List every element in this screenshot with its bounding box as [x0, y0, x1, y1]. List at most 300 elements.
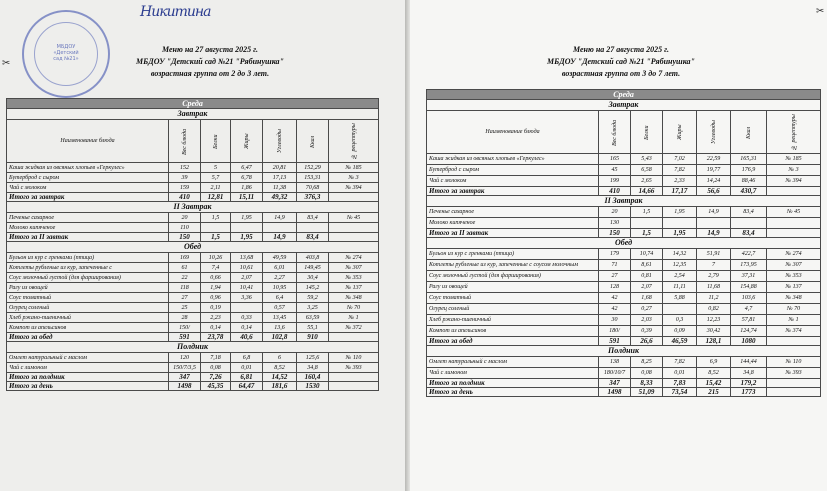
total-value: 8,33	[631, 379, 663, 388]
dish-value: 8,61	[631, 260, 663, 271]
dish-value: 5,88	[663, 293, 697, 304]
dish-name: Бульон из кур с гренками (птица)	[427, 249, 599, 260]
dish-value: 125,6	[297, 353, 329, 363]
dish-value: 0,08	[201, 363, 231, 373]
dish-value: № 3	[767, 165, 821, 176]
day-row	[427, 90, 821, 100]
dish-value: 10,74	[631, 249, 663, 260]
dish-name: Чай с лимоном	[427, 368, 599, 379]
dish-name: Соус молочный густой (для фарширования)	[7, 273, 169, 283]
total-value	[767, 229, 821, 238]
dish-value: 173,95	[731, 260, 767, 271]
dish-value: № 3	[329, 173, 379, 183]
meal-name: Обед	[427, 238, 821, 249]
dish-row	[7, 363, 379, 373]
dish-value: 138	[599, 357, 631, 368]
dish-row	[7, 263, 379, 273]
dish-value: 37,31	[731, 271, 767, 282]
dish-row	[7, 163, 379, 173]
dish-value: 1,68	[631, 293, 663, 304]
dish-value: 0,27	[631, 304, 663, 315]
dish-value: 154,88	[731, 282, 767, 293]
dish-row	[7, 353, 379, 363]
meal-name: Полдник	[427, 346, 821, 357]
dish-value: 403,8	[297, 253, 329, 263]
dish-row	[427, 207, 821, 218]
meal-total-row	[427, 187, 821, 196]
dish-value: № 45	[329, 213, 379, 223]
total-value: 430,7	[731, 187, 767, 196]
dish-value: 103,6	[731, 293, 767, 304]
right-header	[506, 44, 736, 80]
dish-value: 27	[169, 293, 201, 303]
dish-value: 59,2	[297, 293, 329, 303]
dish-value: 3,25	[297, 303, 329, 313]
column-header: Наименование блюда	[427, 111, 599, 154]
column-header: Белки	[201, 120, 231, 163]
dish-name: Печенье сахарное	[7, 213, 169, 223]
dish-value: 83,4	[297, 213, 329, 223]
dish-value: 0,96	[201, 293, 231, 303]
meal-header-row	[7, 109, 379, 120]
dish-value: № 348	[767, 293, 821, 304]
dish-value	[329, 223, 379, 233]
dish-value: 13,45	[263, 313, 297, 323]
dish-value: № 374	[767, 326, 821, 337]
dish-value: 2,07	[231, 273, 263, 283]
signature: Никитина	[140, 4, 211, 20]
total-value: 215	[697, 388, 731, 397]
dish-value: 1,5	[631, 207, 663, 218]
total-value: 150	[599, 229, 631, 238]
dish-name: Огурец соленый	[7, 303, 169, 313]
column-header: Белки	[631, 111, 663, 154]
column-header: Вес блюда	[599, 111, 631, 154]
dish-value: № 394	[767, 176, 821, 187]
left-age-group: возрастная группа от 2 до 3 лет.	[150, 69, 270, 78]
dish-value: 2,54	[663, 271, 697, 282]
dish-value: 71	[599, 260, 631, 271]
total-value	[329, 382, 379, 391]
scissors-icon: ✂	[816, 6, 825, 17]
dish-value: 5,43	[631, 154, 663, 165]
scissors-icon: ✂	[2, 58, 11, 69]
total-value: 7,83	[663, 379, 697, 388]
total-value: 410	[169, 193, 201, 202]
dish-value: 7	[697, 260, 731, 271]
dish-name: Компот из апельсинов	[7, 323, 169, 333]
dish-value: 8,25	[631, 357, 663, 368]
dish-value: 145,2	[297, 283, 329, 293]
total-value: 1498	[599, 388, 631, 397]
dish-value: 49,59	[263, 253, 297, 263]
total-value: 1498	[169, 382, 201, 391]
dish-value: 1,95	[231, 213, 263, 223]
dish-value: 2,27	[263, 273, 297, 283]
meal-name: Завтрак	[427, 100, 821, 111]
meal-name: II Завтрак	[7, 202, 379, 213]
total-value: 14,66	[631, 187, 663, 196]
column-header: № рецептуры	[329, 120, 379, 163]
total-value: 376,3	[297, 193, 329, 202]
dish-value: 0,08	[631, 368, 663, 379]
dish-value: № 353	[767, 271, 821, 282]
total-label: Итого за день	[427, 388, 599, 397]
dish-value: 118	[169, 283, 201, 293]
meal-header-row	[7, 242, 379, 253]
dish-value: 34,8	[731, 368, 767, 379]
total-value: 14,9	[697, 229, 731, 238]
dish-row	[7, 223, 379, 233]
total-value: 15,11	[231, 193, 263, 202]
column-header-row	[7, 120, 379, 163]
right-menu-table	[426, 89, 821, 397]
dish-value: 144,44	[731, 357, 767, 368]
dish-value: № 70	[767, 304, 821, 315]
dish-row	[427, 293, 821, 304]
dish-value: 0,33	[231, 313, 263, 323]
dish-name: Молоко кипяченое	[427, 218, 599, 229]
total-value: 181,6	[263, 382, 297, 391]
total-value: 14,9	[263, 233, 297, 242]
right-title: Меню на 27 августа 2025 г.	[573, 45, 669, 54]
dish-row	[7, 323, 379, 333]
dish-value: 180/	[599, 326, 631, 337]
dish-value	[697, 218, 731, 229]
dish-value: 28	[169, 313, 201, 323]
dish-value: 45	[599, 165, 631, 176]
dish-value: 19,77	[697, 165, 731, 176]
dish-value: 5	[201, 163, 231, 173]
dish-value: 12,35	[663, 260, 697, 271]
dish-value: № 348	[329, 293, 379, 303]
meal-name: Завтрак	[7, 109, 379, 120]
dish-row	[427, 260, 821, 271]
column-header: Вес блюда	[169, 120, 201, 163]
dish-value	[231, 223, 263, 233]
dish-row	[427, 282, 821, 293]
total-value	[329, 373, 379, 382]
dish-value: 12,23	[697, 315, 731, 326]
total-label: Итого за полдник	[7, 373, 169, 382]
dish-name: Молоко кипяченое	[7, 223, 169, 233]
dish-value: 11,38	[263, 183, 297, 193]
total-value	[767, 337, 821, 346]
left-title: Меню на 27 августа 2025 г.	[162, 45, 258, 54]
dish-value: 159	[169, 183, 201, 193]
total-value: 910	[297, 333, 329, 342]
dish-value: 6,47	[231, 163, 263, 173]
meal-header-row	[427, 100, 821, 111]
dish-row	[7, 273, 379, 283]
total-value: 17,17	[663, 187, 697, 196]
meal-total-row	[7, 233, 379, 242]
dish-value: 165,31	[731, 154, 767, 165]
dish-value: 153,31	[297, 173, 329, 183]
dish-value: № 185	[329, 163, 379, 173]
total-value: 1773	[731, 388, 767, 397]
dish-row	[7, 293, 379, 303]
dish-name: Огурец соленый	[427, 304, 599, 315]
dish-row	[427, 249, 821, 260]
dish-value: № 110	[329, 353, 379, 363]
dish-value	[201, 223, 231, 233]
dish-value: 6,58	[631, 165, 663, 176]
dish-value: 2,65	[631, 176, 663, 187]
dish-value: 55,1	[297, 323, 329, 333]
dish-value: 0,14	[231, 323, 263, 333]
dish-name: Хлеб ржано-пшеничный	[7, 313, 169, 323]
dish-name: Бутерброд с сыром	[427, 165, 599, 176]
dish-value: 1,86	[231, 183, 263, 193]
dish-row	[7, 173, 379, 183]
total-value	[329, 333, 379, 342]
dish-row	[427, 368, 821, 379]
dish-name: Компот из апельсинов	[427, 326, 599, 337]
dish-name: Котлеты рубленые из кур, запеченные с	[7, 263, 169, 273]
column-header: Углеводы	[697, 111, 731, 154]
dish-value: 34,8	[297, 363, 329, 373]
dish-value: 0,81	[631, 271, 663, 282]
dish-value: 14,9	[263, 213, 297, 223]
column-header: Углеводы	[263, 120, 297, 163]
dish-value: № 1	[767, 315, 821, 326]
dish-value: 10,61	[231, 263, 263, 273]
day-name: Среда	[7, 99, 379, 109]
dish-value: 30,42	[697, 326, 731, 337]
dish-value	[631, 218, 663, 229]
meal-total-row	[7, 373, 379, 382]
meal-total-row	[7, 193, 379, 202]
dish-value: 0,3	[663, 315, 697, 326]
dish-name: Бутерброд с сыром	[7, 173, 169, 183]
total-label: Итого за обед	[7, 333, 169, 342]
dish-value: 0,01	[663, 368, 697, 379]
total-label: Итого за день	[7, 382, 169, 391]
dish-value: 14,32	[663, 249, 697, 260]
dish-value: 42	[599, 293, 631, 304]
left-header	[110, 44, 310, 80]
total-value: 1530	[297, 382, 329, 391]
dish-value: 110	[169, 223, 201, 233]
meal-total-row	[427, 229, 821, 238]
dish-name: Чай с лимоном	[7, 363, 169, 373]
dish-value: 27	[599, 271, 631, 282]
dish-value: 4,7	[731, 304, 767, 315]
total-label: Итого за завтрак	[427, 187, 599, 196]
dish-value: 70,68	[297, 183, 329, 193]
dish-value: 124,74	[731, 326, 767, 337]
dish-value: 0,66	[201, 273, 231, 283]
dish-row	[427, 357, 821, 368]
dish-name: Омлет натуральный с маслом	[427, 357, 599, 368]
dish-row	[427, 326, 821, 337]
dish-row	[427, 154, 821, 165]
dish-value: 7,18	[201, 353, 231, 363]
dish-value: 120	[169, 353, 201, 363]
dish-value: № 307	[767, 260, 821, 271]
dish-value: 1,95	[663, 207, 697, 218]
dish-value: 2,03	[631, 315, 663, 326]
total-value	[329, 193, 379, 202]
column-header-row	[427, 111, 821, 154]
dish-value: 150/	[169, 323, 201, 333]
dish-value: 57,81	[731, 315, 767, 326]
left-menu-table	[6, 98, 379, 391]
dish-value: 8,52	[263, 363, 297, 373]
dish-value: 7,82	[663, 357, 697, 368]
dish-name: Печенье сахарное	[427, 207, 599, 218]
meal-header-row	[427, 346, 821, 357]
total-value: 150	[169, 233, 201, 242]
dish-value: 10,41	[231, 283, 263, 293]
dish-value: 0,01	[231, 363, 263, 373]
meal-total-row	[7, 333, 379, 342]
dish-row	[427, 304, 821, 315]
dish-value: 13,68	[231, 253, 263, 263]
dish-value: 2,07	[631, 282, 663, 293]
total-value: 73,54	[663, 388, 697, 397]
dish-value: 6,4	[263, 293, 297, 303]
dish-value: 6,01	[263, 263, 297, 273]
dish-name: Рагу из овощей	[7, 283, 169, 293]
dish-value: 22,59	[697, 154, 731, 165]
dish-value: 0,09	[663, 326, 697, 337]
dish-value: 7,4	[201, 263, 231, 273]
dish-value: 13,6	[263, 323, 297, 333]
dish-value: 2,11	[201, 183, 231, 193]
dish-value: 7,02	[663, 154, 697, 165]
total-value: 12,81	[201, 193, 231, 202]
dish-value: 6	[263, 353, 297, 363]
dish-value: № 1	[329, 313, 379, 323]
dish-value: 61	[169, 263, 201, 273]
dish-value: 6,78	[231, 173, 263, 183]
seal-stamp: МБДОУ «Детский сад №21»	[22, 10, 110, 98]
dish-value: 5,7	[201, 173, 231, 183]
column-header: Жиры	[663, 111, 697, 154]
dish-value: 11,68	[697, 282, 731, 293]
right-page	[410, 0, 827, 491]
dish-value: № 372	[329, 323, 379, 333]
dish-value: 20	[599, 207, 631, 218]
total-value: 56,6	[697, 187, 731, 196]
dish-value	[767, 218, 821, 229]
day-name: Среда	[427, 90, 821, 100]
total-value: 410	[599, 187, 631, 196]
dish-name: Соус молочный густой (для фарширования)	[427, 271, 599, 282]
left-page	[0, 0, 405, 491]
total-value: 14,52	[263, 373, 297, 382]
dish-value: 0,57	[263, 303, 297, 313]
total-value: 179,2	[731, 379, 767, 388]
dish-value: 51,91	[697, 249, 731, 260]
total-value: 26,6	[631, 337, 663, 346]
dish-value: 11,11	[663, 282, 697, 293]
dish-value: 17,13	[263, 173, 297, 183]
dish-value: 10,26	[201, 253, 231, 263]
total-value: 1,5	[631, 229, 663, 238]
dish-value	[297, 223, 329, 233]
meal-header-row	[7, 342, 379, 353]
dish-name: Каша жидкая из овсяных хлопьев «Геркулес»	[7, 163, 169, 173]
dish-value: 179	[599, 249, 631, 260]
dish-value: № 137	[767, 282, 821, 293]
dish-row	[7, 183, 379, 193]
dish-name: Хлеб ржано-пшеничный	[427, 315, 599, 326]
dish-value: 165	[599, 154, 631, 165]
total-value: 1,95	[663, 229, 697, 238]
dish-value: 152	[169, 163, 201, 173]
total-value: 40,6	[231, 333, 263, 342]
dish-name: Каша жидкая из овсяных хлопьев «Геркулес»	[427, 154, 599, 165]
dish-name: Чай с молоком	[7, 183, 169, 193]
dish-value: 152,29	[297, 163, 329, 173]
dish-value: 199	[599, 176, 631, 187]
meal-total-row	[427, 337, 821, 346]
meal-header-row	[7, 202, 379, 213]
total-value: 1080	[731, 337, 767, 346]
day-row	[7, 99, 379, 109]
dish-value: 11,2	[697, 293, 731, 304]
dish-value: 0,39	[631, 326, 663, 337]
right-age-group: возрастная группа от 3 до 7 лет.	[561, 69, 681, 78]
dish-name: Котлеты рубленые из кур, запеченные с соусом молочным	[427, 260, 599, 271]
dish-value: 6,9	[697, 357, 731, 368]
total-value: 7,26	[201, 373, 231, 382]
dish-value: № 393	[329, 363, 379, 373]
total-value: 102,8	[263, 333, 297, 342]
dish-row	[427, 165, 821, 176]
total-value: 1,95	[231, 233, 263, 242]
meal-name: Полдник	[7, 342, 379, 353]
dish-name: Бульон из кур с гренками (птица)	[7, 253, 169, 263]
dish-row	[427, 218, 821, 229]
dish-value: № 70	[329, 303, 379, 313]
dish-value: № 45	[767, 207, 821, 218]
right-org: МБДОУ "Детский сад №21 "Рябинушка"	[547, 57, 695, 66]
day-total-row	[7, 382, 379, 391]
dish-value: № 137	[329, 283, 379, 293]
dish-value: 30,4	[297, 273, 329, 283]
meal-name: Обед	[7, 242, 379, 253]
dish-value: 20	[169, 213, 201, 223]
total-value	[329, 233, 379, 242]
dish-value: 2,79	[697, 271, 731, 282]
total-value	[767, 379, 821, 388]
dish-value: 130	[599, 218, 631, 229]
column-header: № рецептуры	[767, 111, 821, 154]
total-value	[767, 187, 821, 196]
meal-header-row	[427, 196, 821, 207]
dish-row	[7, 283, 379, 293]
dish-value: 7,82	[663, 165, 697, 176]
dish-value: № 110	[767, 357, 821, 368]
total-value: 160,4	[297, 373, 329, 382]
dish-value: № 274	[329, 253, 379, 263]
dish-row	[427, 271, 821, 282]
dish-value: № 353	[329, 273, 379, 283]
dish-value: № 274	[767, 249, 821, 260]
column-header: Ккал	[297, 120, 329, 163]
dish-value: 0,82	[697, 304, 731, 315]
dish-name: Соус томатный	[7, 293, 169, 303]
dish-value: 30	[599, 315, 631, 326]
dish-value: 22	[169, 273, 201, 283]
total-label: Итого за II завтак	[427, 229, 599, 238]
dish-value: 0,14	[201, 323, 231, 333]
dish-value: 422,7	[731, 249, 767, 260]
